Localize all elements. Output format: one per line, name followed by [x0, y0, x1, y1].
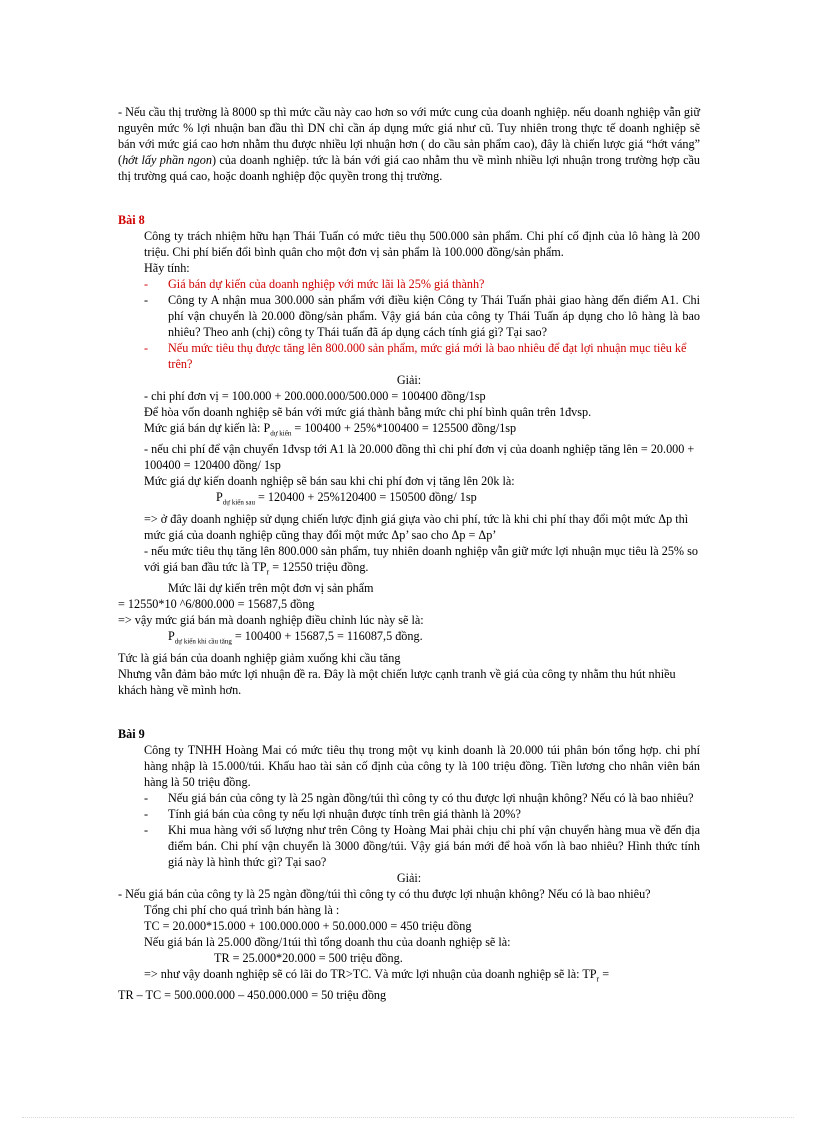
bai8-step-13: Tức là giá bán của doanh nghiệp giảm xuống khi cầu tăng: [118, 650, 401, 665]
bai8-step-11: => vậy mức giá bán mà doanh nghiệp điều chỉnh lúc này sẽ là:: [118, 613, 424, 628]
bai9-solution-label: Giải:: [396, 870, 422, 885]
bai8-step-12: [118, 628, 700, 649]
text: = 12550 triệu đồng.: [269, 559, 369, 574]
bai8-item-3: [118, 340, 700, 372]
bai8-item-2: [118, 292, 700, 340]
bai9-step-1: - Nếu giá bán của công ty là 25 ngàn đồng/túi thì công ty có thu được lợi nhuận không? Nếu có là bao nhiêu?: [118, 886, 651, 901]
subscript: r: [596, 974, 600, 984]
bai9-item-text: Nếu giá bán của công ty là 25 ngàn đồng/túi thì công ty có thu được lợi nhuận không? Nếu có là bao nhiêu?: [168, 790, 694, 805]
bai8-step-1: - chi phí đơn vị = 100.000 + 200.000.000/500.000 = 100400 đồng/1sp: [144, 389, 486, 403]
text: P: [168, 629, 175, 644]
bai9-problem: Công ty TNHH Hoàng Mai có mức tiêu thụ trong một vụ kinh doanh là 20.000 túi phân bón tổng hợp. chi phí hàng nhập là 15.000/túi. Khấu hao tài sản cố định của công ty là 100 triệu đồng. Tiền lương cho nhân viên bán hàng là 50 triệu đồng.: [144, 742, 700, 789]
text: = 120400 + 25%120400 = 150500 đồng/ 1sp: [254, 490, 477, 505]
bai9-heading: Bài 9: [118, 726, 145, 741]
text: =: [599, 966, 610, 981]
bai8-solution-label: Giải:: [396, 373, 422, 387]
bai9-step-5: TR = 25.000*20.000 = 500 triệu đồng.: [214, 950, 403, 965]
subscript: dự kiến khi cầu tăng: [174, 637, 232, 646]
text: - nếu mức tiêu thụ tăng lên 800.000 sản phẩm, tuy nhiên doanh nghiệp vẫn giữ mức lợi nhuận mục tiêu là 25% so với giá ban đầu tức là TP: [144, 543, 698, 574]
dash: -: [144, 822, 149, 837]
text: => như vậy doanh nghiệp sẽ có lãi do TR>TC. Và mức lợi nhuận của doanh nghiệp sẽ là: TP: [144, 966, 597, 981]
subscript: r: [266, 567, 270, 577]
intro-text-end: ) của doanh nghiệp. tức là bán với giá cao nhằm thu về mình nhiều lợi nhuận trong trường hợp cầu thị trường quá cao, hoặc doanh nghiệp độc quyền trong thị trường.: [118, 153, 700, 183]
text: = 100400 + 15687,5 = 116087,5 đồng.: [231, 629, 423, 644]
bai8-item-text: Nếu mức tiêu thụ được tăng lên 800.000 sản phẩm, mức giá mới là bao nhiêu để đạt lợi nhuận mục tiêu kể trên?: [168, 341, 687, 371]
dash: -: [144, 790, 149, 805]
bai8-step-6: [118, 489, 700, 510]
bai9-step-7: TR – TC = 500.000.000 – 450.000.000 = 50 triệu đồng: [118, 988, 387, 1003]
bai8-item-text: Công ty A nhận mua 300.000 sản phẩm với điều kiện Công ty Thái Tuấn phải giao hàng đến điểm A1. Chi phí vận chuyển là 20.000 đồng/sản phẩm. Vậy giá bán của công ty Thái Tuấn áp dụng cho lô hàng là bao nhiêu? Theo anh (chị) công ty Thái tuấn đã áp dụng cách tính giá gì? Tại sao?: [168, 293, 700, 339]
dash: -: [144, 806, 149, 821]
dash: -: [144, 293, 149, 307]
bai8-ask: Hãy tính:: [144, 261, 190, 275]
bai9-step-4: Nếu giá bán là 25.000 đồng/1túi thì tổng doanh thu của doanh nghiệp sẽ là:: [144, 934, 511, 949]
document-page: [118, 104, 700, 1003]
subscript: dự kiến sau: [222, 498, 255, 507]
bai8-step-3: [118, 420, 700, 441]
dash: -: [144, 341, 149, 355]
bai8-step-14: Nhưng vẫn đảm bảo mức lợi nhuận đề ra. Đây là một chiến lược cạnh tranh về giá của công ty nhằm thu hút nhiều khách hàng về mình hơn.: [118, 666, 676, 697]
intro-paragraph: [118, 104, 700, 184]
bai9-item-3: [118, 822, 700, 870]
bai9-step-2: Tổng chi phí cho quá trình bán hàng là :: [144, 902, 340, 917]
bai9-step-3: TC = 20.000*15.000 + 100.000.000 + 50.000.000 = 450 triệu đồng: [144, 918, 472, 933]
subscript: dự kiến: [270, 429, 292, 438]
bai8-step-2: Để hòa vốn doanh nghiệp sẽ bán với mức giá thành bằng mức chi phí bình quân trên 1đvsp.: [144, 405, 592, 419]
text: = 100400 + 25%*100400 = 125500 đồng/1sp: [291, 421, 517, 435]
bai9-item-text: Khi mua hàng với số lượng như trên Công ty Hoàng Mai phải chịu chi phí vận chuyển hàng mua về đến địa điểm bán. Chi phí vận chuyển là 3000 đồng/túi. Vậy giá bán mới để hoà vốn là bao nhiêu? Hình thức tính giá này là hình thức gì? Tại sao?: [168, 822, 700, 869]
bai9-step-6: [118, 966, 700, 987]
dash: -: [144, 277, 149, 291]
bai8-item-text: Giá bán dự kiến của doanh nghiệp với mức lãi là 25% giá thành?: [168, 277, 485, 291]
bai8-step-8: [118, 543, 700, 580]
page-bottom-rule: [22, 1117, 794, 1118]
intro-text: - Nếu cầu thị trường là 8000 sp thì mức cầu này cao hơn so với mức cung của doanh nghiệp. nếu doanh nghiệp vẫn giữ nguyên mức % lợi nhuận ban đầu thì DN chỉ cần áp dụng mức giá như cũ. Tuy nhiên trong thực tế doanh nghiệp sẽ bán với mức giá cao hơn nhằm thu được nhiều lợi nhuận hơn ( do cầu sản phẩm cao), đây là chiến lược giá “hớt váng” (: [118, 105, 700, 167]
bai8-step-10: = 12550*10 ^6/800.000 = 15687,5 đồng: [118, 597, 315, 612]
bai8-problem: Công ty trách nhiệm hữu hạn Thái Tuấn có mức tiêu thụ 500.000 sản phẩm. Chi phí cố định của lô hàng là 200 triệu. Chi phí biến đổi bình quân cho một đơn vị sản phẩm là 100.000 đồng/sản phẩm.: [144, 229, 700, 259]
bai9-item-2: [118, 806, 700, 822]
bai9-item-text: Tính giá bán của công ty nếu lợi nhuận được tính trên giá thành là 20%?: [168, 806, 521, 821]
text: Mức giá bán dự kiến là: P: [144, 421, 271, 435]
bai9-item-1: [118, 790, 700, 806]
text: P: [216, 490, 223, 505]
intro-italic: hớt lấy phần ngon: [122, 153, 212, 167]
bai8-step-9: Mức lãi dự kiến trên một đơn vị sản phẩm: [168, 581, 374, 596]
bai8-step-5: Mức giá dự kiến doanh nghiệp sẽ bán sau khi chi phí đơn vị tăng lên 20k là:: [144, 474, 515, 489]
bai8-heading: Bài 8: [118, 213, 145, 227]
bai8-step-4: - nếu chi phí để vận chuyển 1đvsp tới A1 là 20.000 đồng thì chi phí đơn vị của doanh nghiệp tăng lên = 20.000 + 100400 = 120400 đồng/ 1sp: [144, 442, 695, 473]
bai8-step-7: => ở đây doanh nghiệp sử dụng chiến lược định giá giựa vào chi phí, tức là khi chi phí thay đổi một mức Δp thì mức giá của doanh nghiệp cũng thay đổi một mức Δp’ sao cho Δp = Δp’: [144, 511, 689, 542]
bai8-item-1: [118, 276, 700, 292]
